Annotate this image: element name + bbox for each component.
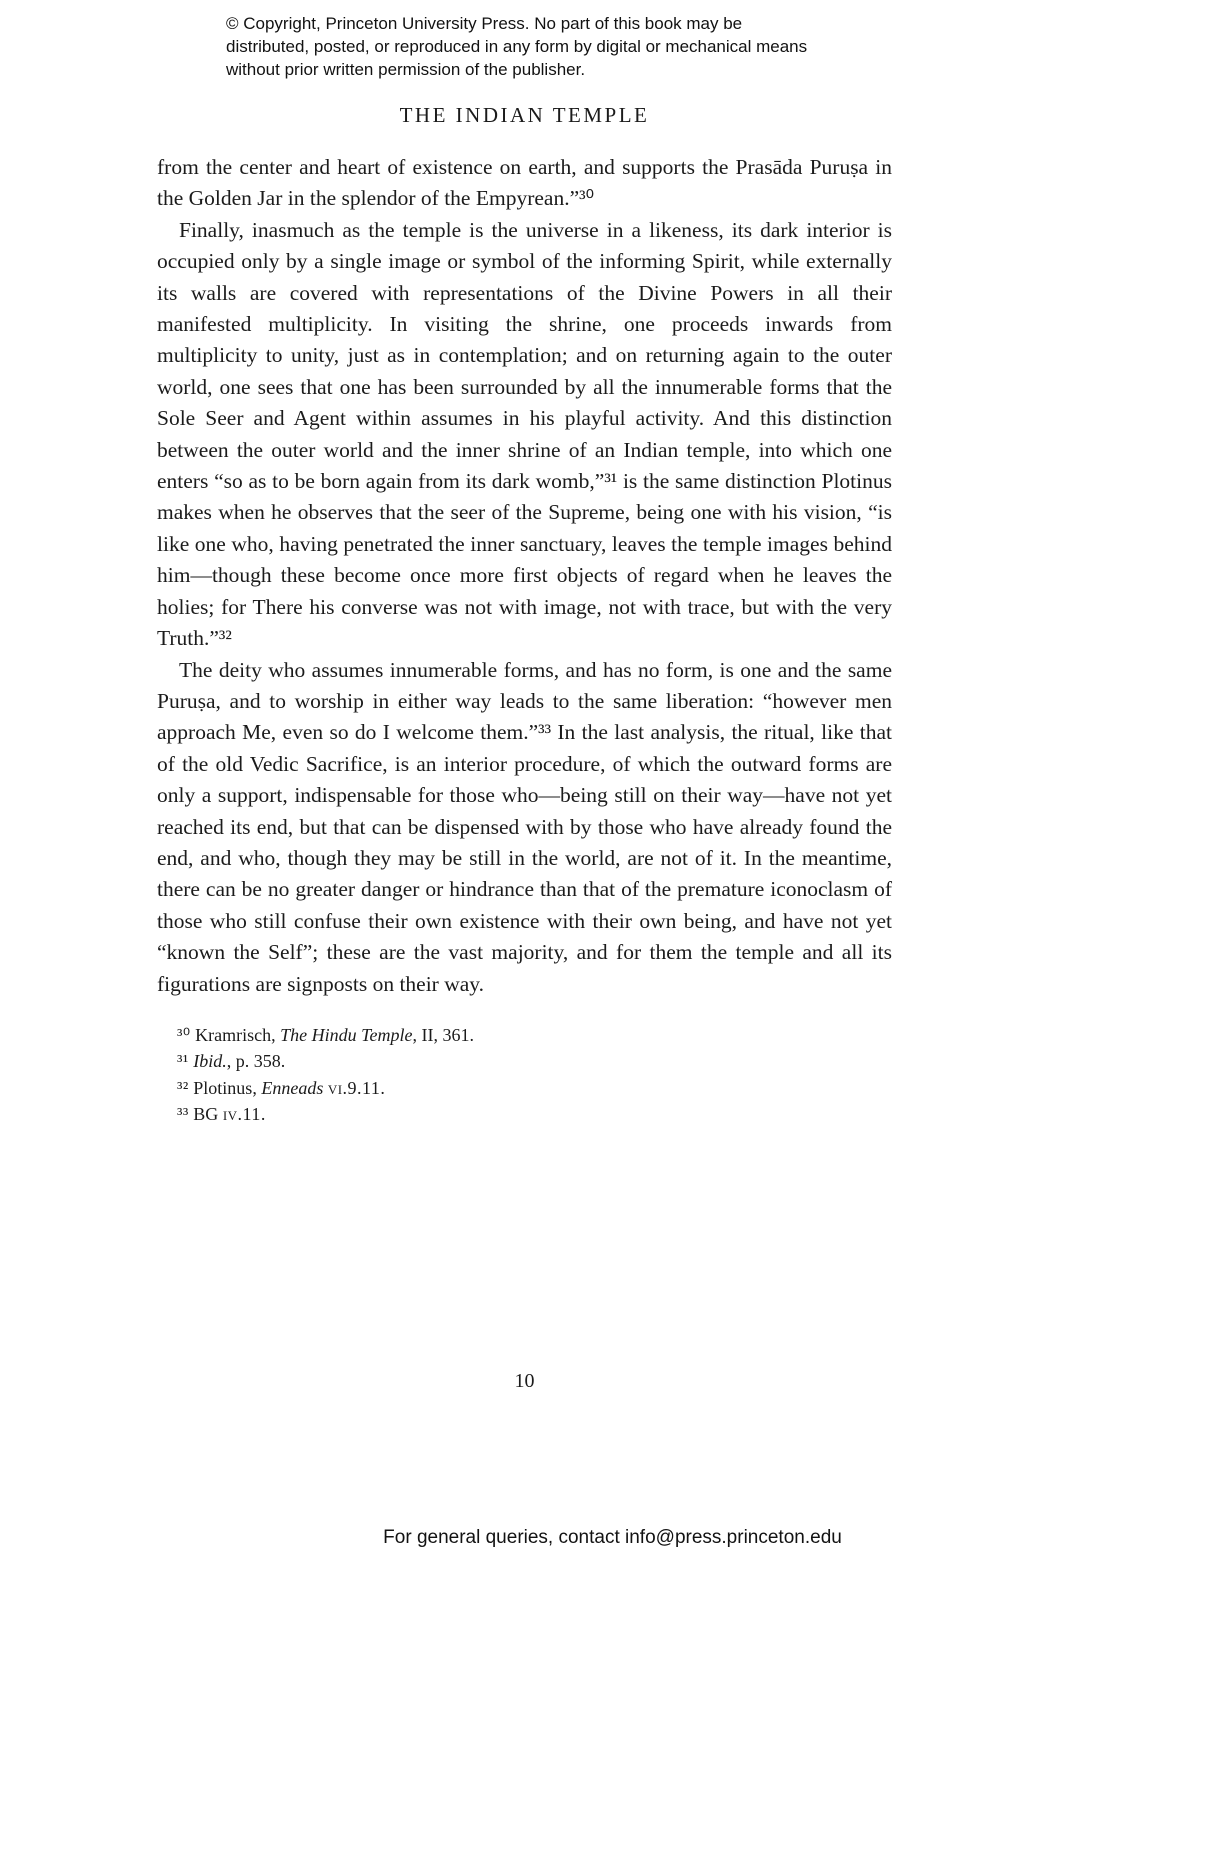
footnote-marker: ³³ bbox=[177, 1104, 189, 1125]
paragraph: Finally, inasmuch as the temple is the universe in a likeness, its dark interior is occupied only by a single image or symbol of the informing Spirit, while externally its walls are covered with representations of the Divine Powers in all their manifested multiplicity. In visiting the shrine, one proceeds inwards from multiplicity to unity, just as in contemplation; and on returning again to the outer world, one sees that one has been surrounded by all the innumerable forms that the Sole Seer and Agent within assumes in his playful activity. And this distinction between the outer world and the inner shrine of an Indian temple, into which one enters “so as to be born again from its dark womb,”³¹ is the same distinction Plotinus makes when he observes that the seer of the Supreme, being one with his vision, “is like one who, having penetrated the inner sanctuary, leaves the temple images behind him—though these become once more first objects of regard when he leaves the holies; for There his converse was not with image, not with trace, but with the very Truth.”³² bbox=[157, 217, 892, 651]
copyright-notice: © Copyright, Princeton University Press. No part of this book may be distributed, posted, or reproduced in any form by digital or mechanical means without prior written permission of the publisher. bbox=[226, 14, 808, 79]
footnotes-block bbox=[157, 1022, 892, 1128]
paragraph: The deity who assumes innumerable forms, and has no form, is one and the same Puruṣa, and to worship in either way leads to the same liberation: “however men approach Me, even so do I welcome them.”³³ In the last analysis, the ritual, like that of the old Vedic Sacrifice, is an interior procedure, of which the outward forms are only a support, indispensable for those who—being still on their way—have not yet reached its end, but that can be dispensed with by those who have already found the end, and who, though they may be still in the world, are not of it. In the meantime, there can be no greater danger or hindrance than that of the premature iconoclasm of those who still confuse their own existence with their own being, and have not yet “known the Self”; these are the vast majority, and for them the temple and all its figurations are signposts on their way. bbox=[157, 657, 892, 996]
footer-query-note: For general queries, contact info@press.princeton.edu bbox=[383, 1527, 842, 1548]
footnote-text: , II, 361. bbox=[412, 1024, 474, 1045]
footnote-text: , p. 358. bbox=[226, 1051, 286, 1072]
footnote bbox=[177, 1022, 892, 1049]
footnote-marker: ³² bbox=[177, 1077, 189, 1098]
footnote bbox=[177, 1101, 892, 1128]
footnote-marker: ³⁰ bbox=[177, 1024, 191, 1045]
running-head: THE INDIAN TEMPLE bbox=[399, 103, 650, 127]
footnote bbox=[177, 1075, 892, 1102]
footnote-text: BG bbox=[188, 1104, 223, 1125]
paragraph-continuation: from the center and heart of existence on earth, and supports the Prasāda Puruṣa in the Golden Jar in the splendor of the Empyrean.”³⁰ bbox=[157, 155, 892, 211]
footnote-title: Enneads bbox=[261, 1077, 324, 1098]
text-column bbox=[157, 103, 892, 1128]
footnote-text: Plotinus, bbox=[188, 1077, 262, 1098]
footnote-text: Kramrisch, bbox=[190, 1024, 281, 1045]
footnote bbox=[177, 1048, 892, 1075]
page-number: 10 bbox=[514, 1370, 535, 1392]
footnote-title: The Hindu Temple bbox=[280, 1024, 413, 1045]
footnote-citation: vi.9.11. bbox=[327, 1077, 386, 1098]
body-text bbox=[157, 152, 892, 1000]
footnote-marker: ³¹ bbox=[177, 1051, 189, 1072]
footnote-citation: iv.11. bbox=[222, 1104, 266, 1125]
footnote-title: Ibid. bbox=[193, 1051, 227, 1072]
